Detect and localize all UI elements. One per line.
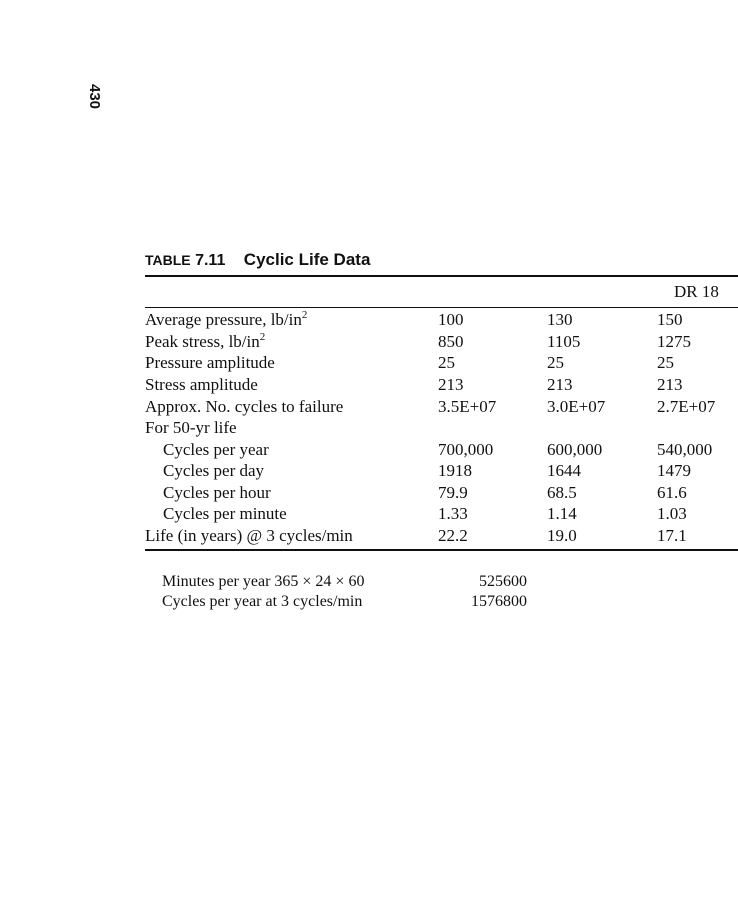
row-label: Peak stress, $lb/in^2$	[145, 331, 266, 351]
cell-value: 1.03	[657, 504, 687, 523]
page-number: 430	[86, 84, 103, 110]
cell-value: 79.9	[438, 483, 468, 502]
cell-value: 1275	[657, 332, 691, 351]
cell-value: 540,000	[657, 440, 713, 459]
cell-value: 1644	[547, 461, 581, 480]
column-group-header: DR 18	[674, 282, 719, 301]
table-header-rule	[145, 307, 738, 308]
cell-value: 850	[438, 332, 464, 351]
row-label: Life (in years) @ 3 cycles/min	[145, 526, 353, 545]
cell-value: 213	[657, 375, 683, 394]
table-row-pressure-amplitude	[0, 352, 738, 374]
cell-value: 150	[657, 310, 683, 329]
cell-value: 213	[547, 375, 573, 394]
cell-value: 1.33	[438, 504, 468, 523]
note-cycles-per-year	[0, 592, 738, 612]
cell-value: 700,000	[438, 440, 494, 459]
row-label: For 50-yr life	[145, 418, 237, 437]
note-value: 525600	[479, 573, 527, 590]
table-row-50yr-life-heading	[0, 417, 738, 439]
table-row-cycles-per-year	[0, 439, 738, 461]
cell-value: 3.0E+07	[547, 397, 606, 416]
table-top-rule	[145, 275, 738, 277]
note-label: Cycles per year at 3 cycles/min	[162, 593, 363, 610]
table-title: Cyclic Life Data	[243, 250, 371, 269]
cell-value: 17.1	[657, 526, 687, 545]
cell-value: 19.0	[547, 526, 577, 545]
cell-value: 2.7E+07	[657, 397, 716, 416]
row-label: Cycles per minute	[163, 504, 287, 523]
note-minutes-per-year	[0, 572, 738, 592]
row-label: Cycles per hour	[163, 483, 271, 502]
cell-value: 22.2	[438, 526, 468, 545]
table-row-life-in-years	[0, 525, 738, 547]
table-label-number: 7.11	[195, 252, 226, 269]
table-row-peak-stress	[0, 331, 738, 353]
cell-value: 25	[438, 353, 455, 372]
cell-value: 100	[438, 310, 464, 329]
table-label-prefix: TABLE	[145, 252, 191, 268]
cell-value: 3.5E+07	[438, 397, 497, 416]
note-value: 1576800	[471, 593, 527, 610]
table-row-cycles-to-failure	[0, 396, 738, 418]
row-label: Cycles per day	[163, 461, 265, 480]
table-bottom-rule	[145, 549, 738, 551]
cell-value: 1105	[547, 332, 581, 351]
cell-value: 25	[547, 353, 564, 372]
cell-value: 61.6	[657, 483, 687, 502]
table-row-cycles-per-day	[0, 460, 738, 482]
table-caption	[145, 250, 370, 271]
table-row-cycles-per-minute	[0, 503, 738, 525]
cell-value: 25	[657, 353, 674, 372]
cell-value: 1918	[438, 461, 472, 480]
cell-value: 213	[438, 375, 464, 394]
row-label: Pressure amplitude	[145, 353, 275, 372]
table-row-average-pressure	[0, 309, 738, 331]
table-row-stress-amplitude	[0, 374, 738, 396]
cell-value: 68.5	[547, 483, 577, 502]
note-label: Minutes per year 365 × 24 × 60	[162, 573, 365, 590]
row-label: Approx. No. cycles to failure	[145, 397, 344, 416]
row-label: Cycles per year	[163, 440, 269, 459]
cell-value: 1479	[657, 461, 691, 480]
cell-value: 600,000	[547, 440, 603, 459]
row-label: Stress amplitude	[145, 375, 258, 394]
cell-value: 1.14	[547, 504, 577, 523]
row-label: Average pressure, $lb/in^2$	[145, 309, 308, 329]
cell-value: 130	[547, 310, 573, 329]
table-row-cycles-per-hour	[0, 482, 738, 504]
